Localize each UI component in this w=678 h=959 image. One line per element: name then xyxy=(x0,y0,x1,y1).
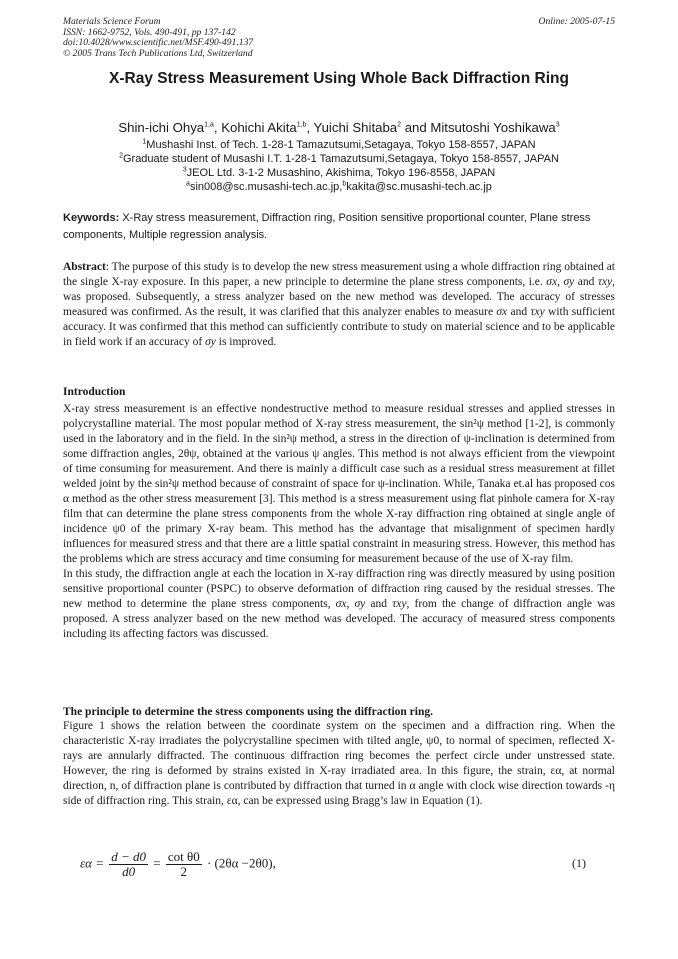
author-name: Mitsutoshi Yoshikawa xyxy=(430,120,556,135)
affiliation-2: $^2$Graduate student of Musashi I.T. 1-28-1 Tamazutsumi,Setagaya, Tokyo 158-8557, JAPAN xyxy=(119,152,559,165)
issn: ISSN: 1662-9752, Vols. 490-491, pp 137-142 xyxy=(63,26,236,38)
email-a[interactable]: sin008@sc.musashi-tech.ac.jp, xyxy=(189,181,343,193)
equation-number: (1) xyxy=(572,856,586,870)
author-name: Shin-ichi Ohya xyxy=(118,120,205,135)
abstract: Abstract: The purpose of this study is to develop the new stress measurement using a whole diffraction ring obtained at the single X-ray exposure. In this paper, a new principle to determine the plane stress components, i.e. σx, σy and τxy, was proposed. Subsequently, a stress analyzer based on the new method was developed. The accuracy of stresses measured was confirmed. As the result, it was clarified that this analyzer enables to measure σx and τxy with sufficient accuracy. It was confirmed that this method can sufficiently contribute to study on material science and to be applicable in field work if an accuracy of σy is improved. xyxy=(63,261,616,348)
author-emails: $^a$sin008@sc.musashi-tech.ac.jp,$^b$kakita@sc.musashi-tech.ac.jp xyxy=(186,180,492,193)
principle-body: Figure 1 shows the relation between the coordinate system on the specimen and a diffraction ring. When the characteristic X-ray irradiates the polycrystalline specimen with tilted angle, ψ0, to normal of specimen, reflected X-rays are annularly diffracted. The continuous diffraction ring becomes the perfect circle under unstressed state. However, the ring is deformed by strains existed in X-ray irradiated area. In this figure, the strain, εα, at normal direction, n, of diffraction plane is contributed by diffraction that turned in α angle with clock wise direction towards -η side of diffraction ring. This strain, εα, can be expressed using Bragg’s law in Equation (1). xyxy=(63,720,615,807)
keywords xyxy=(63,210,615,243)
intro-paragraph-2: In this study, the diffraction angle at each the location in X-ray diffraction ring was directly measured by using position sensitive proportional counter (PSPC) to observe deformation of diffraction ring caused by the residual stresses. The new method to determine the plane stress components, σx, σy and τxy, from the change of diffraction angle was proposed. A stress analyzer based on the new method was developed. The accuracy of measured stress components including its affecting factors was discussed. xyxy=(63,568,615,640)
section-heading-introduction: Introduction xyxy=(63,386,126,398)
keywords-label: Keywords: xyxy=(63,212,120,224)
keywords-text: X-Ray stress measurement, Diffraction ring, Position sensitive proportional counter, Plane stress components, Multiple regression analysis. xyxy=(63,212,591,241)
paper-title: X-Ray Stress Measurement Using Whole Back Diffraction Ring xyxy=(109,70,569,87)
affiliation-3: $^3$JEOL Ltd. 3-1-2 Musashino, Akishima, Tokyo 196-8558, JAPAN xyxy=(182,166,496,179)
intro-paragraph-1: X-ray stress measurement is an effective nondestructive method to measure residual stresses and applied stresses in polycrystalline material. The most popular method of X-ray stress measurement, the sin²ψ method [1-2], is commonly used in the laboratory and in the field. In the sin²ψ method, a stress in the direction of ψ-inclination is determined from some diffraction angles, 2θψ, obtained at the various ψ angles. This method is not always efficient from the viewpoint of time consuming for measurement. And there is mainly a difficult case such as a residual stress measurement at fillet welded joint by the sin²ψ method because of constraint of space for ψ-inclination. While, Tanaka et.al has proposed cos α method as the other stress measurement [3]. This method is a stress measurement using flat pinhole camera for X-ray film that can determine the plane stress components from the whole X-ray diffraction ring obtained at single angle of incidence ψ0 of the primary X-ray beam. This method has the advantage that misalignment of specimen hardly influences for measured stress and that there are a little spatial constraint in measuring stress. However, this method has the problems which are stress accuracy and time consuming for measurement because of the use of X-ray film. xyxy=(63,403,615,565)
author-name: Kohichi Akita xyxy=(221,120,297,135)
author-name: Yuichi Shitaba xyxy=(313,120,398,135)
section-heading-principle: The principle to determine the stress components using the diffraction ring. xyxy=(63,706,434,718)
equation-1: εα = $\frac{d - d0}{d0}$ = $\frac{\text{cot θ0}}{2}$ · (2θα −2θ0), xyxy=(80,849,276,879)
introduction-body xyxy=(63,402,615,642)
fraction: $\frac{d - d0}{d0}$ xyxy=(111,849,146,879)
journal-header xyxy=(63,17,253,59)
journal-name: Materials Science Forum xyxy=(63,16,161,27)
affiliations xyxy=(0,138,678,194)
doi[interactable]: doi:10.4028/www.scientific.net/MSF.490-491.137 xyxy=(63,37,254,49)
abstract-label: Abstract xyxy=(63,261,106,273)
author-list: Shin-ichi Ohya$^{1,a}$, Kohichi Akita$^{1,b}$, Yuichi Shitaba$^2$ and Mitsutoshi Yoshikawa$^3$ xyxy=(118,120,560,135)
email-b[interactable]: kakita@sc.musashi-tech.ac.jp xyxy=(346,181,492,193)
copyright: © 2005 Trans Tech Publications Ltd, Switzerland xyxy=(63,47,253,59)
fraction: $\frac{\text{cot θ0}}{2}$ xyxy=(167,849,200,879)
online-date: Online: 2005-07-15 xyxy=(538,16,615,27)
affiliation-1: $^1$Mushashi Inst. of Tech. 1-28-1 Tamazutsumi,Setagaya, Tokyo 158-8557, JAPAN xyxy=(142,138,536,151)
